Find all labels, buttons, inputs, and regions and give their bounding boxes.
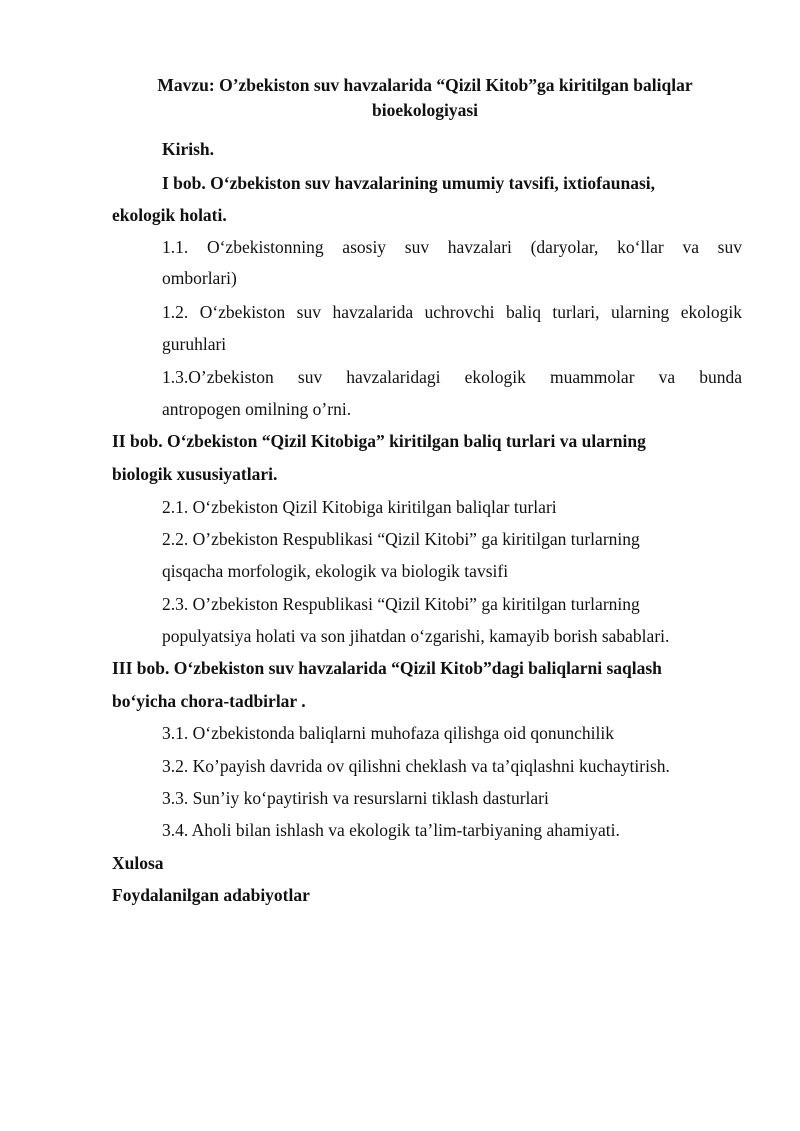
chapter3-heading-line-2: bo‘yicha chora-tadbirlar . [112, 691, 306, 711]
section-1-3-line-2: antropogen omilning o’rni. [162, 399, 352, 419]
chapter1-heading-line-2: ekologik holati. [112, 205, 227, 225]
section-3-1: 3.1. O‘zbekistonda baliqlarni muhofaza qilishga oid qonunchilik [162, 723, 614, 743]
title-line-1: Mavzu: O’zbekiston suv havzalarida “Qizil Kitob”ga kiritilgan baliqlar [157, 75, 693, 95]
section-1-1-line-1: 1.1. O‘zbekistonning asosiy suv havzalari (daryolar, ko‘llar va suv [162, 237, 742, 257]
section-2-3-line-2: populyatsiya holati va son jihatdan o‘zgarishi, kamayib borish sabablari. [162, 626, 670, 646]
chapter1-heading-line-1: I bob. O‘zbekiston suv havzalarining umumiy tavsifi, ixtiofaunasi, [162, 173, 655, 193]
chapter3-heading-line-1: III bob. O‘zbekiston suv havzalarida “Qizil Kitob”dagi baliqlarni saqlash [112, 658, 662, 678]
section-2-2-line-1: 2.2. O’zbekiston Respublikasi “Qizil Kitobi” ga kiritilgan turlarning [162, 529, 640, 549]
chapter2-heading-line-1: II bob. O‘zbekiston “Qizil Kitobiga” kiritilgan baliq turlari va ularning [112, 431, 646, 451]
section-1-3-line-1: 1.3.O’zbekiston suv havzalaridagi ekologik muammolar va bunda [162, 367, 742, 387]
chapter2-heading-line-2: biologik xususiyatlari. [112, 464, 278, 484]
section-3-4: 3.4. Aholi bilan ishlash va ekologik ta’lim-tarbiyaning ahamiyati. [162, 820, 620, 840]
section-2-2-line-2: qisqacha morfologik, ekologik va biologik tavsifi [162, 561, 509, 581]
section-1-1-line-2: omborlari) [162, 268, 237, 288]
document-title [110, 73, 740, 123]
references-heading: Foydalanilgan adabiyotlar [112, 885, 310, 905]
section-2-1: 2.1. O‘zbekiston Qizil Kitobiga kiritilgan baliqlar turlari [162, 497, 557, 517]
section-1-2-line-2: guruhlari [162, 334, 227, 354]
intro-heading: Kirish. [162, 139, 215, 159]
section-2-3-line-1: 2.3. O’zbekiston Respublikasi “Qizil Kitobi” ga kiritilgan turlarning [162, 594, 640, 614]
section-1-2-line-1: 1.2. O‘zbekiston suv havzalarida uchrovchi baliq turlari, ularning ekologik [162, 302, 742, 322]
section-3-3: 3.3. Sun’iy ko‘paytirish va resurslarni tiklash dasturlari [162, 788, 549, 808]
section-3-2: 3.2. Ko’payish davrida ov qilishni cheklash va ta’qiqlashni kuchaytirish. [162, 756, 670, 776]
title-line-2: bioekologiyasi [372, 100, 478, 120]
conclusion-heading: Xulosa [112, 853, 164, 873]
